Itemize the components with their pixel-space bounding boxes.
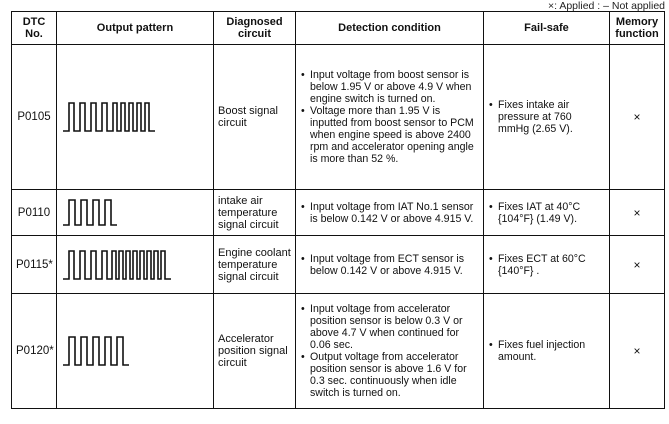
table-row: [12, 294, 665, 409]
fail-safe-text: • Fixes ECT at 60°C {140°F} .: [488, 253, 605, 277]
header-memory-function: Memory function: [610, 12, 665, 45]
fail-safe: [484, 236, 610, 294]
table-header-row: [12, 12, 665, 45]
table-row: [12, 236, 665, 294]
fail-safe: [484, 190, 610, 236]
header-detection-condition: Detection condition: [296, 12, 484, 45]
memory-function: ×: [610, 190, 665, 236]
condition-item: • Voltage more than 1.95 V is inputted from boost sensor to PCM when engine speed is above 2400 rpm and accelerator opening angle is more than 52 %.: [300, 105, 479, 165]
fail-safe-text: • Fixes intake air pressure at 760 mmHg (2.65 V).: [488, 99, 605, 135]
dtc-code: P0105: [12, 45, 57, 190]
dtc-code: P0120*: [12, 294, 57, 409]
condition-item: • Input voltage from IAT No.1 sensor is below 0.142 V or above 4.915 V.: [300, 201, 479, 225]
condition-item: • Input voltage from accelerator position sensor is below 0.3 V or above 4.7 V when continued for 0.06 sec.: [300, 303, 479, 351]
fail-safe-text: • Fixes fuel injection amount.: [488, 339, 605, 363]
dtc-code: P0110: [12, 190, 57, 236]
condition-item: • Input voltage from ECT sensor is below 0.142 V or above 4.915 V.: [300, 253, 479, 277]
memory-function: ×: [610, 45, 665, 190]
dtc-code: P0115*: [12, 236, 57, 294]
memory-function: ×: [610, 294, 665, 409]
header-dtc: DTC No.: [12, 12, 57, 45]
fail-safe: [484, 294, 610, 409]
diagnosed-circuit: Boost signal circuit: [214, 45, 296, 190]
header-fail-safe: Fail-safe: [484, 12, 610, 45]
condition-item: • Output voltage from accelerator position sensor is above 1.6 V for 0.3 sec. continuously when idle switch is turned on.: [300, 351, 479, 399]
square-wave-pulses-4-long-8-short-icon: [61, 245, 211, 285]
fail-safe: [484, 45, 610, 190]
condition-item: • Input voltage from boost sensor is below 1.95 V or above 4.9 V when engine switch is turned on.: [300, 69, 479, 105]
detection-condition: [296, 236, 484, 294]
output-pattern: [57, 45, 214, 190]
table-row: [12, 45, 665, 190]
detection-condition: [296, 294, 484, 409]
output-pattern: [57, 190, 214, 236]
detection-condition: [296, 45, 484, 190]
diagnosed-circuit: Accelerator position signal circuit: [214, 294, 296, 409]
table-row: [12, 190, 665, 236]
output-pattern: [57, 236, 214, 294]
diagnosed-circuit: Engine coolant temperature signal circuit: [214, 236, 296, 294]
square-wave-pulses-5-long-icon: [61, 331, 211, 371]
square-wave-pulses-4-long-4-short-icon: [61, 97, 211, 137]
header-output-pattern: Output pattern: [57, 12, 214, 45]
applied-legend: ×: Applied : – Not applied: [547, 0, 665, 12]
diagnosed-circuit: intake air temperature signal circuit: [214, 190, 296, 236]
output-pattern: [57, 294, 214, 409]
detection-condition: [296, 190, 484, 236]
fail-safe-text: • Fixes IAT at 40°C {104°F} (1.49 V).: [488, 201, 605, 225]
square-wave-pulses-4-long-icon: [61, 195, 211, 231]
header-diagnosed-circuit: Diagnosed circuit: [214, 12, 296, 45]
memory-function: ×: [610, 236, 665, 294]
dtc-table: [11, 11, 665, 409]
